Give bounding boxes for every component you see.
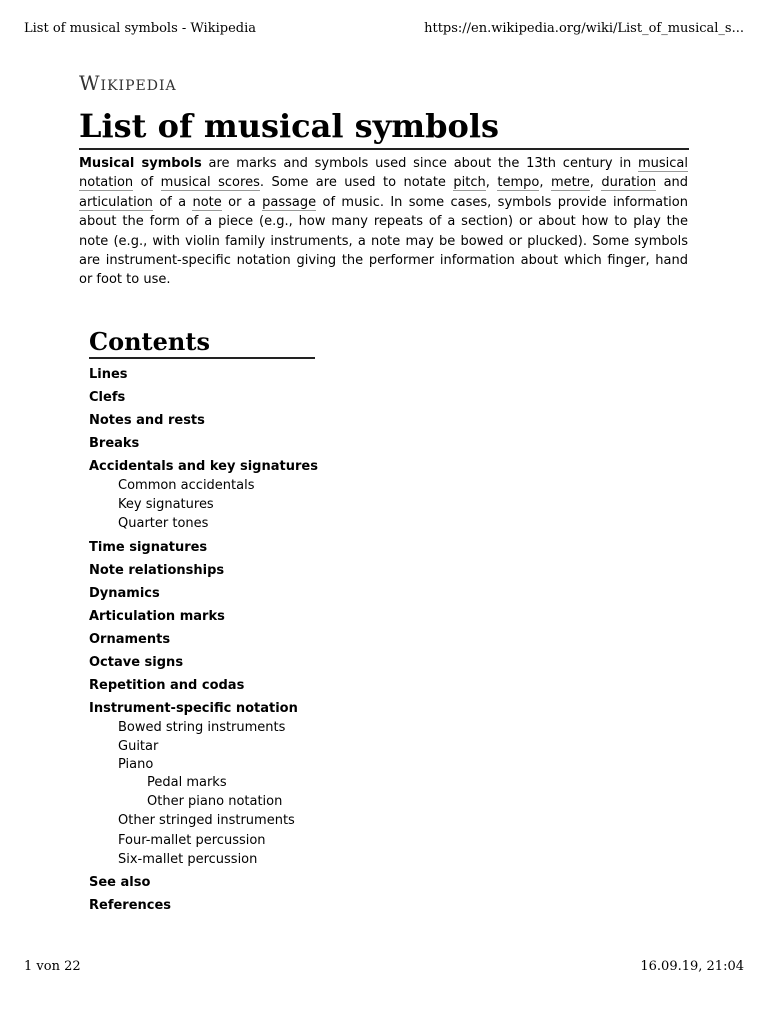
link-musical-scores[interactable]: musical scores bbox=[160, 175, 260, 191]
intro-paragraph: Musical symbols are marks and symbols used since about the 13th century in musical notation of musical scores. Some are used to notate pitch, tempo, metre, duration and articulation of a note or a passage of music. In some cases, symbols provide information about the form of a piece (e.g., how many repeats of a section) or about how to play the note (e.g., with violin family instruments, a note may be bowed or plucked). Some symbols are instrument-specific notation giving the performer information about which finger, hand or foot to use. bbox=[79, 156, 689, 288]
toc-subitem-other-stringed[interactable]: Other stringed instruments bbox=[118, 813, 295, 829]
toc-subitem-six-mallet[interactable]: Six-mallet percussion bbox=[118, 851, 258, 867]
toc-subitem-common-accidentals[interactable]: Common accidentals bbox=[118, 478, 255, 493]
table-of-contents bbox=[89, 328, 318, 915]
toc-list bbox=[89, 366, 318, 915]
toc-item-breaks[interactable]: Breaks bbox=[89, 436, 140, 451]
toc-item-articulation-marks[interactable]: Articulation marks bbox=[89, 608, 225, 624]
link-tempo[interactable]: tempo bbox=[497, 175, 540, 191]
toc-subitem-bowed-string[interactable]: Bowed string instruments bbox=[118, 719, 286, 735]
toc-sublist-accidentals bbox=[118, 476, 318, 534]
toc-item-time-signatures[interactable]: Time signatures bbox=[89, 539, 208, 555]
link-metre[interactable]: metre bbox=[550, 175, 590, 191]
link-articulation[interactable]: articulation bbox=[79, 194, 153, 210]
toc-item-ornaments[interactable]: Ornaments bbox=[89, 631, 171, 647]
link-note[interactable]: note bbox=[192, 194, 222, 210]
toc-item-lines[interactable]: Lines bbox=[89, 367, 128, 382]
intro-bold-term: Musical symbols bbox=[79, 156, 202, 171]
toc-subitem-quarter-tones[interactable]: Quarter tones bbox=[118, 516, 209, 532]
link-pitch[interactable]: pitch bbox=[453, 175, 486, 191]
toc-item-dynamics[interactable]: Dynamics bbox=[89, 585, 160, 601]
print-footer-page: 1 von 22 bbox=[24, 959, 81, 974]
toc-item-repetition-and-codas[interactable]: Repetition and codas bbox=[89, 677, 245, 693]
print-header-url: https://en.wikipedia.org/wiki/List_of_musical_s... bbox=[424, 21, 744, 36]
toc-subitem-piano[interactable]: Piano Pedal marks Other piano notation bbox=[118, 756, 318, 811]
toc-subitem-key-signatures[interactable]: Key signatures bbox=[118, 497, 214, 513]
page-title: List of musical symbols bbox=[79, 106, 689, 150]
toc-subitem-pedal-marks[interactable]: Pedal marks bbox=[147, 775, 227, 791]
print-header-title: List of musical symbols - Wikipedia bbox=[24, 21, 256, 36]
print-footer-datetime: 16.09.19, 21:04 bbox=[640, 959, 744, 974]
toc-item-accidentals[interactable]: Accidentals and key signatures Common accidentals Key signatures Quarter tones bbox=[89, 458, 318, 534]
toc-title: Contents bbox=[89, 328, 315, 359]
toc-subitem-four-mallet[interactable]: Four-mallet percussion bbox=[118, 832, 266, 848]
toc-item-see-also[interactable]: See also bbox=[89, 875, 151, 891]
toc-item-clefs[interactable]: Clefs bbox=[89, 390, 126, 405]
toc-item-octave-signs[interactable]: Octave signs bbox=[89, 654, 184, 670]
link-duration[interactable]: duration bbox=[601, 175, 657, 191]
toc-item-instrument-specific[interactable]: Instrument-specific notation Bowed string instruments Guitar Piano Pedal marks Other piano notation Other stringed instruments Four-mallet percussion Six-mallet percussion bbox=[89, 700, 318, 869]
toc-item-note-relationships[interactable]: Note relationships bbox=[89, 562, 225, 578]
toc-sublist-instrument-specific bbox=[118, 718, 318, 869]
wikipedia-wordmark: Wikipedia bbox=[79, 71, 177, 95]
link-musical-notation[interactable]: musical notation bbox=[79, 156, 688, 191]
toc-item-notes-and-rests[interactable]: Notes and rests bbox=[89, 413, 205, 428]
toc-subitem-guitar[interactable]: Guitar bbox=[118, 738, 159, 754]
toc-sublist-piano bbox=[147, 773, 318, 811]
toc-item-references[interactable]: References bbox=[89, 898, 172, 914]
link-passage[interactable]: passage bbox=[262, 194, 317, 210]
toc-subitem-other-piano[interactable]: Other piano notation bbox=[147, 794, 283, 810]
